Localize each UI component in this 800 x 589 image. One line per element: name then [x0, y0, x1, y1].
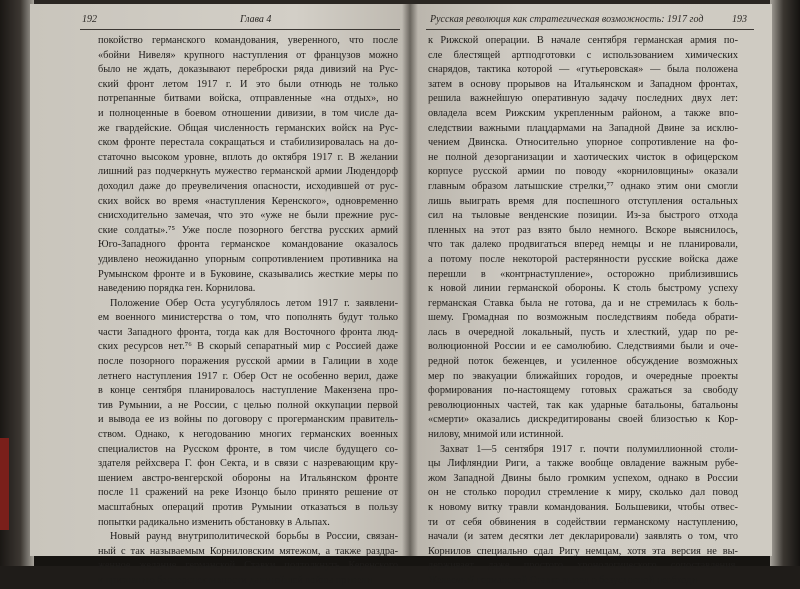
text-line: следствии важными плацдармами на Западной Двине за исклю- — [428, 122, 738, 134]
text-line: сил на тыловые венденские позиции. Из-за быстрого отхода — [428, 210, 738, 222]
left-page-text — [98, 34, 398, 589]
text-line: статочно высоком уровне, вплоть до октября 1917 г. В желании — [98, 151, 398, 163]
text-line: покойство германского командования, уверенного, что после — [98, 35, 398, 46]
text-line: чением Двинска. Относительно упорное сопротивление на фо- — [428, 137, 738, 149]
text-line: шему. Громадная по возможным последствиям победа обрати- — [428, 312, 738, 324]
text-line: удивлено неожиданно упорным сопротивлением противника на — [98, 253, 398, 265]
left-header-rule — [80, 29, 400, 30]
text-line: специалистов на Русском фронте, в том числе будущего со- — [98, 443, 398, 455]
text-line: держивает даже простого хронологического сопоставления. — [428, 560, 738, 572]
text-line: снарядов, тактика которой — «гутьеровская» — была положена — [428, 64, 738, 76]
left-running-head: Глава 4 — [240, 14, 272, 25]
red-bookmark-ribbon — [0, 438, 9, 530]
text-line: к Рижской операции. В начале сентября германская армия по- — [428, 35, 738, 46]
text-line: попытки радикально изменить обстановку в Альпах. — [98, 516, 330, 528]
text-line: к новой линии германской обороны. К столь быстрому успеху — [428, 283, 738, 295]
text-line: было не ждать, доказывают переброски ряда дивизий на Рус- — [98, 64, 398, 76]
text-line: ских войск во время «наступления Керенского», одновременно — [98, 195, 398, 207]
text-line: ем военного министерства о том, что пополнять будут только — [98, 312, 398, 324]
text-line: шением австро-венгерской обороны на Итальянском фронте — [98, 472, 398, 484]
book-edge-right — [770, 0, 800, 566]
text-line: лишний раз подчеркнуть мужество германской армии Людендорф — [98, 166, 398, 178]
text-line: доходил даже до преувеличения опасности, исходившей от рус- — [98, 180, 398, 192]
text-line: ти от себя обвинения в содействии германскому наступлению, — [428, 516, 738, 528]
text-line: революционных частей, так как ударные батальоны, батальоны — [428, 399, 738, 411]
right-header-rule — [426, 29, 754, 30]
text-line: Положение Обер Оста усугублялось летом 1917 г. заявлени- — [110, 297, 398, 309]
text-line: в конце сентября планировалось наступление Макензена про- — [98, 385, 398, 397]
text-line: ством. Однако, к негодованию многих германских военных — [98, 429, 398, 441]
book-gutter — [402, 4, 418, 556]
text-line: решила важнейшую оперативную задачу последних двух лет: — [428, 93, 738, 105]
text-line: ские солдаты».⁷⁵ Уже после позорного бегства русских армий — [98, 224, 398, 236]
text-line: летнего наступления 1917 г. Обер Ост не особенно верил, даже — [98, 370, 398, 382]
text-line: овладела всем Рижским укрепленным районом, а также впо- — [428, 107, 738, 119]
text-line: Желаемый германской Ставке вывод о безусловной необходи- — [428, 574, 701, 586]
text-line: редной поток беженцев, и усиленное обсуждение возможных — [428, 356, 738, 368]
text-line: и полноценные в боевом отношении дивизии, в том числе да- — [98, 107, 398, 119]
text-line: он не столько породил стремление к миру, сколько дал повод — [428, 487, 738, 499]
text-line: нилову, мнимой или истинной. — [428, 429, 564, 441]
text-line: не полной дезорганизации и хаотических чисток в офицерском — [428, 151, 738, 163]
text-line: а потому после некоторой растерянности русские войска даже — [428, 253, 738, 265]
text-line: ный с так называемым Корниловским мятежом, а также раздра- — [98, 545, 398, 557]
text-line: к новому витку травли командования. Большевики, чтобы отвес- — [428, 502, 738, 513]
text-line: ских ресурсов нет.⁷⁶ В скорый сепаратный мир с Россией даже — [98, 341, 398, 353]
text-line: корпусе русской армии по поводу «корниловщины» оказали — [428, 166, 738, 178]
text-line: и вывода ее из войны по договору с прогерманским правитель- — [98, 414, 398, 426]
text-line: Румынском фронте и в Буковине, сказывались жесткие меры по — [98, 268, 398, 280]
text-line: волюционной России и ее самолюбию. Следствиями были и оче- — [428, 341, 738, 353]
text-line: что так далеко продвигаться вперед немцы и не планировали, — [428, 239, 738, 251]
text-line: к признанию бесперспективности дальнейшей войны привели — [98, 574, 372, 586]
text-line: части Западного фронта, тогда как для Восточного фронта люд- — [98, 326, 398, 338]
text-line: лась в очередной локальный, пусть и хлесткий, удар по ре- — [428, 326, 738, 338]
text-line: ском фронте перестала сокращаться и стабилизировалась на до- — [98, 137, 398, 149]
text-line: после 11 сражений на реке Изонцо было принято решение от — [98, 487, 398, 499]
text-line: главным образом латышские стрелки,⁷⁷ однако этим они смогли — [428, 180, 738, 192]
text-line: начали (и затем десятки лет декларировали) заявлять о том, что — [428, 531, 738, 543]
text-line: тив Румынии, а не России, с целью полной оккупации первой — [98, 399, 398, 411]
text-line: мер по эвакуации ближайших городов, и очередные проекты — [428, 370, 738, 382]
text-line: «смерти» оказались дискредитированы своей близостью к Кор- — [428, 414, 738, 426]
left-page — [30, 4, 410, 586]
text-line: формирования по-настоящему готовых сражаться за свободу — [428, 385, 738, 397]
text-line: ский фронт летом 1917 г. И это были отнюдь не только — [98, 78, 398, 90]
text-line: наведению порядка ген. Корнилова. — [98, 283, 256, 295]
right-page-number: 193 — [732, 14, 747, 25]
text-line: сле блестящей артподготовки с использованием химических — [428, 49, 738, 61]
text-line: же гвардейские. Общая численность германских войск на Рус- — [98, 122, 398, 134]
text-line: Новый раунд внутриполитической борьбы в России, связан- — [110, 531, 398, 543]
book-edge-left — [0, 0, 34, 566]
text-line: «бойни Нивеля» крупного наступления от французов можно — [98, 49, 398, 61]
text-line: Корнилов специально сдал Ригу немцам, хотя эта версия не вы- — [428, 545, 738, 557]
right-page — [410, 4, 772, 586]
right-page-text — [428, 34, 738, 589]
left-page-number: 192 — [82, 14, 97, 25]
text-line: германская Ставка была не готова, да и не стремилась к боль- — [428, 297, 738, 309]
text-line: женное желание германской Ставки подтолкнуть Керенского — [98, 560, 398, 572]
text-line: цы Лифляндии Риги, а также вообще овладение важным рубе- — [428, 458, 738, 470]
right-running-head: Русская революция как стратегическая возможность: 1917 год — [430, 14, 704, 25]
text-line: после позорного поражения русской армии в Галиции в ходе — [98, 356, 398, 368]
text-line: Юго-Западного фронта германское командование оказалось — [98, 239, 398, 251]
text-line: пленных на этот раз взято было немного. Вскоре выяснилось, — [428, 224, 738, 236]
text-line: потрепанные битвами войска, отправленные «на отдых», но — [98, 93, 398, 105]
text-line: затем в основу прорывов на Итальянском и Западном фронтах, — [428, 78, 738, 90]
text-line: лишь выиграть время для поспешного отступления остальных — [428, 195, 738, 207]
text-line: снисходительно замечая, что это «уже не были прежние рус- — [98, 210, 398, 222]
text-line: перешли в «контрнаступление», осторожно приблизившись — [428, 268, 738, 280]
text-line: Захват 1—5 сентября 1917 г. почти полумиллионной столи- — [440, 443, 738, 455]
text-line: масштабных операций против Румынии отказаться в пользу — [98, 502, 398, 513]
text-line: жом Западной Двины было громким успехом, однако в России — [428, 472, 738, 484]
text-line: здателя рейхсвера Г. фон Секта, и в связи с назревающим кру- — [98, 458, 398, 470]
